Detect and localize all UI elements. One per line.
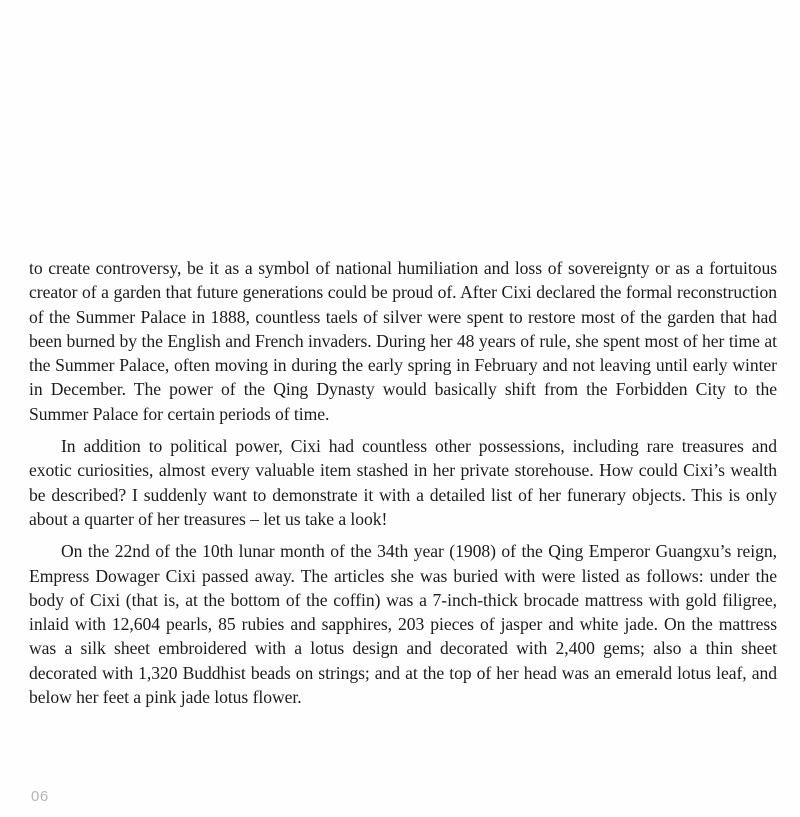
- paragraph-funerary-objects: On the 22nd of the 10th lunar month of the 34th year (1908) of the Qing Emperor Guangxu’s reign, Empress Dowager Cixi passed away. The articles she was buried with were listed as follows: under the body of Cixi (that is, at the bottom of the coffin) was a 7-inch-thick brocade mattress with gold filigree, inlaid with 12,604 pearls, 85 rubies and sapphires, 203 pieces of jasper and white jade. On the mattress was a silk sheet embroidered with a lotus design and decorated with 2,400 gems; also a thin sheet decorated with 1,320 Buddhist beads on strings; and at the top of her head was an emerald lotus leaf, and below her feet a pink jade lotus flower.: [29, 541, 777, 708]
- paragraph-continuation: to create controversy, be it as a symbol of national humiliation and loss of sovereignty or as a fortuitous creator of a garden that future generations could be proud of. After Cixi declared the formal reconstruction of the Summer Palace in 1888, countless taels of silver were spent to restore most of the garden that had been burned by the English and French invaders. During her 48 years of rule, she spent most of her time at the Summer Palace, often moving in during the early spring in February and not leaving until early winter in December. The power of the Qing Dynasty would basically shift from the Forbidden City to the Summer Palace for certain periods of time.: [29, 258, 777, 424]
- paragraph-cixi-possessions: In addition to political power, Cixi had countless other possessions, including rare treasures and exotic curiosities, almost every valuable item stashed in her private storehouse. How could Cixi’s wealth be described? I suddenly want to demonstrate it with a detailed list of her funerary objects. This is only about a quarter of her treasures – let us take a look!: [29, 436, 777, 529]
- body-text: [29, 256, 777, 709]
- page-number: 06: [31, 788, 49, 805]
